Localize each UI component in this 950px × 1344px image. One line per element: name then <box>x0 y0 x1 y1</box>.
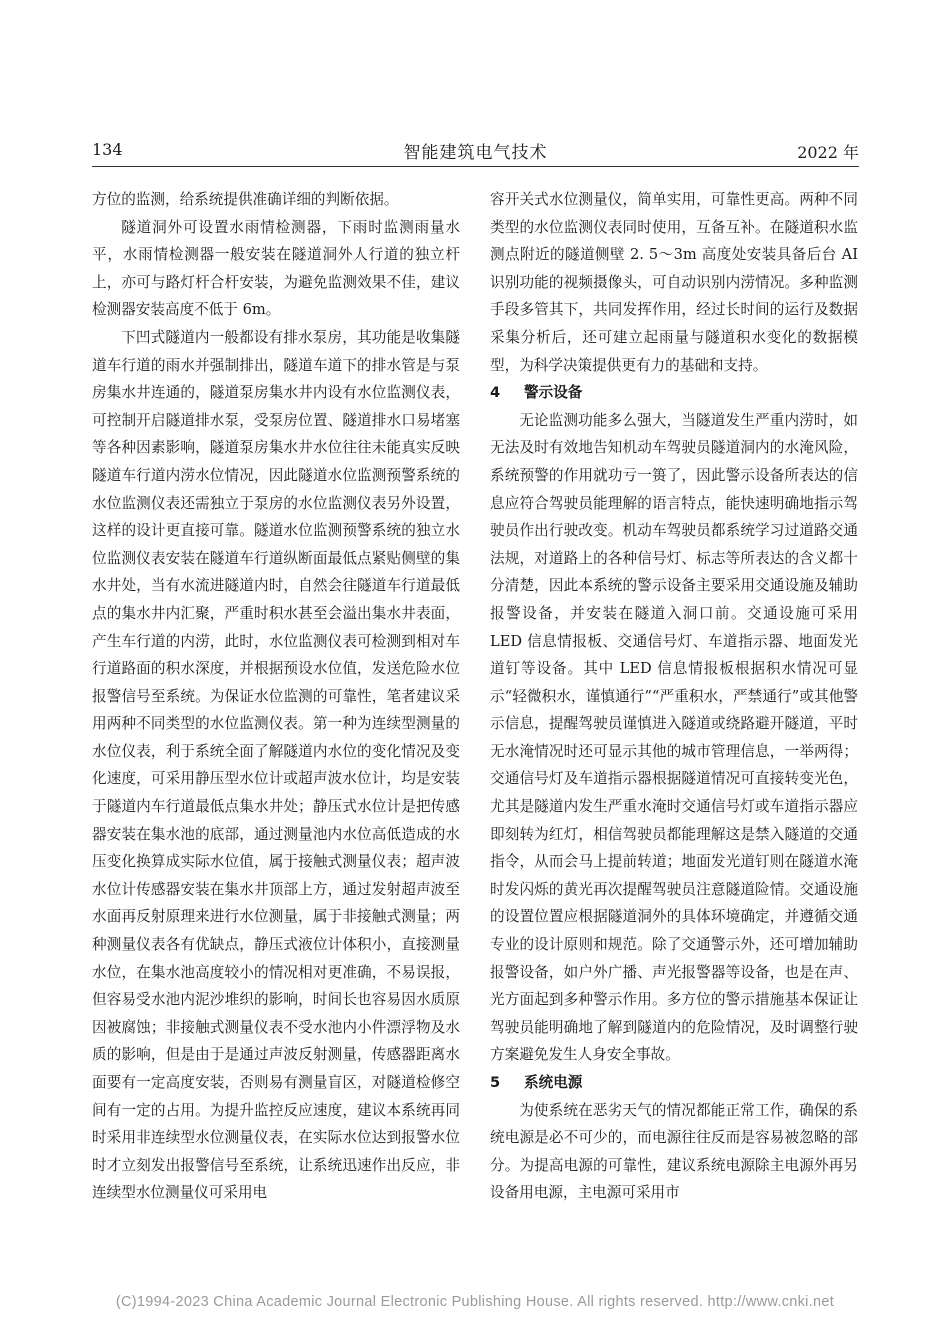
left-column <box>92 186 460 1207</box>
paragraph: 无论监测功能多么强大，当隧道发生严重内涝时，如无法及时有效地告知机动车驾驶员隧道洞内的水淹风险，系统预警的作用就功亏一篑了，因此警示设备所表达的信息应符合驾驶员能理解的语言特点，能快速明确地指示驾驶员作出行驶改变。机动车驾驶员都系统学习过道路交通法规，对道路上的各种信号灯、标志等所表达的含义都十分清楚，因此本系统的警示设备主要采用交通设施及辅助报警设备，并安装在隧道入洞口前。交通设施可采用 LED 信息情报板、交通信号灯、车道指示器、地面发光道钉等设备。其中 LED 信息情报板根据积水情况可显示“轻微积水，谨慎通行”“严重积水，严禁通行”或其他警示信息，提醒驾驶员谨慎进入隧道或绕路避开隧道，平时无水淹情况时还可显示其他的城市管理信息，一举两得；交通信号灯及车道指示器根据隧道情况可直接转变光色，尤其是隧道内发生严重水淹时交通信号灯或车道指示器应即刻转为红灯，相信驾驶员都能理解这是禁入隧道的交通指令，从而会马上提前转道；地面发光道钉则在隧道水淹时发闪烁的黄光再次提醒驾驶员注意隧道险情。交通设施的设置位置应根据隧道洞外的具体环境确定，并遵循交通专业的设计原则和规范。除了交通警示外，还可增加辅助报警设备，如户外广播、声光报警器等设备，也是在声、光方面起到多种警示作用。多方位的警示措施基本保证让驾驶员能明确地了解到隧道内的危险情况，及时调整行驶方案避免发生人身安全事故。 <box>490 411 858 1064</box>
paragraph: 方位的监测，给系统提供准确详细的判断依据。 <box>92 191 399 208</box>
paragraph: 隧道洞外可设置水雨情检测器，下雨时监测雨量水平，水雨情检测器一般安装在隧道洞外人行道的独立杆上，亦可与路灯杆合杆安装，为避免监测效果不佳，建议检测器安装高度不低于 6m。 <box>92 218 460 319</box>
section-heading <box>490 1069 858 1097</box>
section-title: 系统电源 <box>524 1074 583 1091</box>
page-header <box>92 136 859 167</box>
paragraph: 为使系统在恶劣天气的情况都能正常工作，确保的系统电源是必不可少的，而电源往往反而是容易被忽略的部分。为提高电源的可靠性，建议系统电源除主电源外再另设备用电源，主电源可采用市 <box>490 1101 858 1202</box>
section-title: 警示设备 <box>524 384 583 402</box>
paragraph: 容开关式水位测量仪，简单实用，可靠性更高。两种不同类型的水位监测仪表同时使用，互备互补。在隧道积水监测点附近的隧道侧壁 2. 5～3m 高度处安装具备后台 AI 识别功能的视频摄像头，可自动识别内涝情况。多种监测手段多管其下，共同发挥作用，经过长时间的运行及数据采集分析后，还可建立起雨量与隧道积水变化的数据模型，为科学决策提供更有力的基础和支持。 <box>490 191 858 374</box>
section-heading <box>490 379 858 407</box>
journal-title: 智能建筑电气技术 <box>403 143 548 163</box>
page-number: 134 <box>92 140 123 159</box>
section-number: 4 <box>490 384 501 402</box>
paragraph: 下凹式隧道内一般都设有排水泵房，其功能是收集隧道车行道的雨水并强制排出，隧道车道下的排水管是与泵房集水井连通的，隧道泵房集水井内设有水位监测仪表，可控制开启隧道排水泵，受泵房位置、隧道排水口易堵塞等各种因素影响，隧道泵房集水井水位往往未能真实反映隧道车行道内涝水位情况，因此隧道水位监测预警系统的水位监测仪表还需独立于泵房的水位监测仪表另外设置，这样的设计更直接可靠。隧道水位监测预警系统的独立水位监测仪表安装在隧道车行道纵断面最低点紧贴侧壁的集水井处，当有水流进隧道内时，自然会往隧道车行道最低点的集水井内汇聚，严重时积水甚至会溢出集水井表面，产生车行道的内涝，此时，水位监测仪表可检测到相对车行道路面的积水深度，并根据预设水位值，发送危险水位报警信号至系统。为保证水位监测的可靠性，笔者建议采用两种不同类型的水位监测仪表。第一种为连续型测量的水位仪表，利于系统全面了解隧道内水位的变化情况及变化速度，可采用静压型水位计或超声波水位计，均是安装于隧道内车行道最低点集水井处；静压式水位计是把传感器安装在集水池的底部，通过测量池内水位高低造成的水压变化换算成实际水位值，属于接触式测量仪表；超声波水位计传感器安装在集水井顶部上方，通过发射超声波至水面再反射原理来进行水位测量，属于非接触式测量；两种测量仪表各有优缺点，静压式液位计体积小，直接测量水位，在集水池高度较小的情况相对更准确，不易误报，但容易受水池内泥沙堆织的影响，时间长也容易因水质原因被腐蚀；非接触式测量仪表不受水池内小件漂浮物及水质的影响，但是由于是通过声波反射测量，传感器距离水面要有一定高度安装，否则易有测量盲区，对隧道检修空间有一定的占用。为提升监控反应速度，建议本系统再同时采用非连续型水位测量仪表，在实际水位达到报警水位时才立刻发出报警信号至系统，让系统迅速作出反应，非连续型水位测量仪可采用电 <box>92 328 460 1202</box>
publication-year: 2022 年 <box>797 143 859 162</box>
right-column <box>490 186 858 1207</box>
copyright-footer: (C)1994-2023 China Academic Journal Electronic Publishing House. All rights reserved. http://www.cnki.net <box>115 1294 835 1310</box>
section-number: 5 <box>490 1074 501 1091</box>
